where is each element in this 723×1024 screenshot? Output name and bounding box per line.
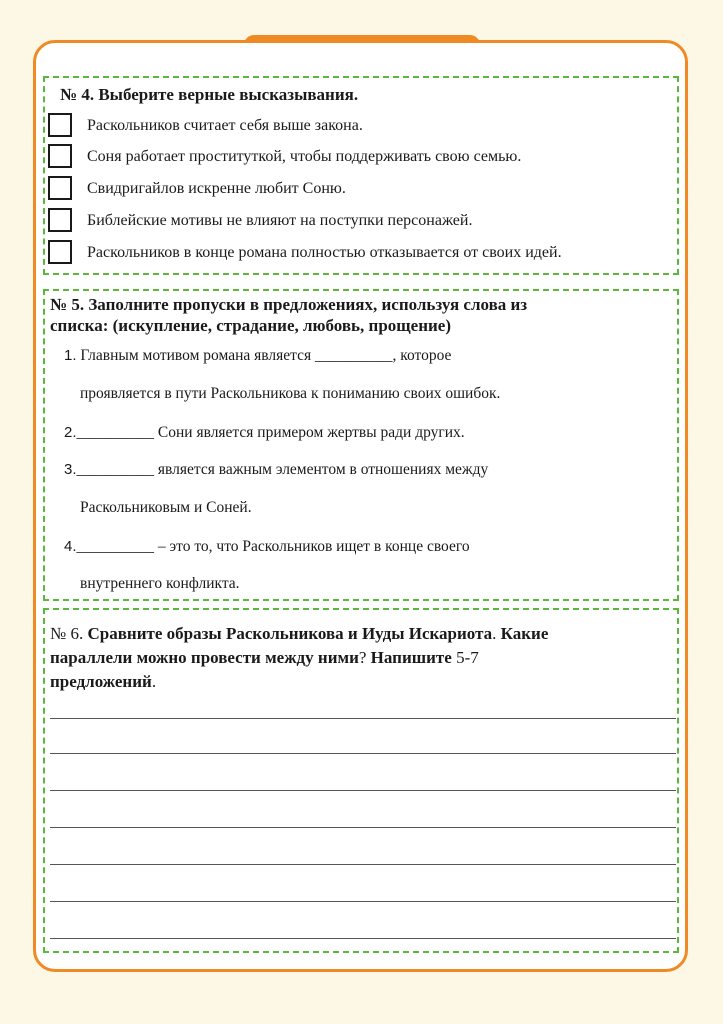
- option-4-label: Библейские мотивы не влияют на поступки персонажей.: [87, 212, 473, 229]
- checkbox-2[interactable]: [48, 144, 72, 168]
- fill-item-1: [64, 346, 451, 366]
- answer-line-1[interactable]: [50, 718, 676, 719]
- checkbox-3[interactable]: [48, 176, 72, 200]
- fill-item-4-continuation: внутреннего конфликта.: [80, 575, 240, 592]
- answer-line-7[interactable]: [50, 938, 676, 939]
- question-6-text-part-2: Какие: [500, 624, 549, 643]
- answer-line-4[interactable]: [50, 827, 676, 828]
- fill-item-1-text: Главным мотивом романа является __________, которое: [80, 347, 452, 364]
- fill-item-3-number: 3.: [64, 461, 77, 478]
- question-6-count: 5-7: [451, 648, 479, 667]
- fill-item-4-number: 4.: [64, 538, 77, 555]
- question-6-punct-1: .: [492, 624, 501, 643]
- option-5-label: Раскольников в конце романа полностью отказывается от своих идей.: [87, 244, 562, 261]
- fill-item-2: [64, 423, 465, 443]
- question-6-text-part-3: параллели можно провести между ними: [50, 648, 359, 667]
- answer-line-3[interactable]: [50, 790, 676, 791]
- question-4-title: [60, 84, 358, 105]
- question-6-text-part-1: Сравните образы Раскольникова и Иуды Искариота: [87, 624, 493, 643]
- fill-item-4: [64, 537, 470, 557]
- answer-line-2[interactable]: [50, 753, 676, 754]
- fill-item-4-text: __________ – это то, что Раскольников ищет в конце своего: [76, 538, 470, 555]
- fill-item-3-text: __________ является важным элементом в отношениях между: [76, 461, 489, 478]
- question-6-prompt: [50, 622, 670, 694]
- option-3-label: Свидригайлов искренне любит Соню.: [87, 180, 346, 197]
- question-6-punct-2: ?: [358, 648, 371, 667]
- fill-item-2-number: 2.: [64, 424, 77, 441]
- fill-item-2-text: __________ Сони является примером жертвы ради других.: [76, 424, 465, 441]
- question-6-text-part-5: предложений: [50, 672, 152, 691]
- checkbox-5[interactable]: [48, 240, 72, 264]
- fill-item-3-continuation: Раскольниковым и Соней.: [80, 499, 252, 516]
- question-5-title-line-2: списка: (искупление, страдание, любовь, прощение): [50, 316, 451, 335]
- question-6-number: № 6.: [50, 624, 84, 643]
- question-6-punct-3: .: [151, 672, 157, 691]
- fill-item-3: [64, 460, 488, 480]
- question-5-title-line-1: № 5. Заполните пропуски в предложениях, используя слова из: [50, 295, 528, 314]
- checkbox-1[interactable]: [48, 113, 72, 137]
- answer-line-5[interactable]: [50, 864, 676, 865]
- option-1-label: Раскольников считает себя выше закона.: [87, 117, 363, 134]
- checkbox-4[interactable]: [48, 208, 72, 232]
- question-4-prompt: Выберите верные высказывания.: [98, 85, 359, 104]
- fill-item-1-continuation: проявляется в пути Раскольникова к пониманию своих ошибок.: [80, 385, 501, 402]
- answer-line-6[interactable]: [50, 901, 676, 902]
- option-2-label: Соня работает проституткой, чтобы поддерживать свою семью.: [87, 148, 522, 165]
- fill-item-1-number: 1.: [64, 347, 77, 364]
- question-4-number: № 4.: [60, 85, 95, 104]
- question-6-text-part-4: Напишите: [370, 648, 452, 667]
